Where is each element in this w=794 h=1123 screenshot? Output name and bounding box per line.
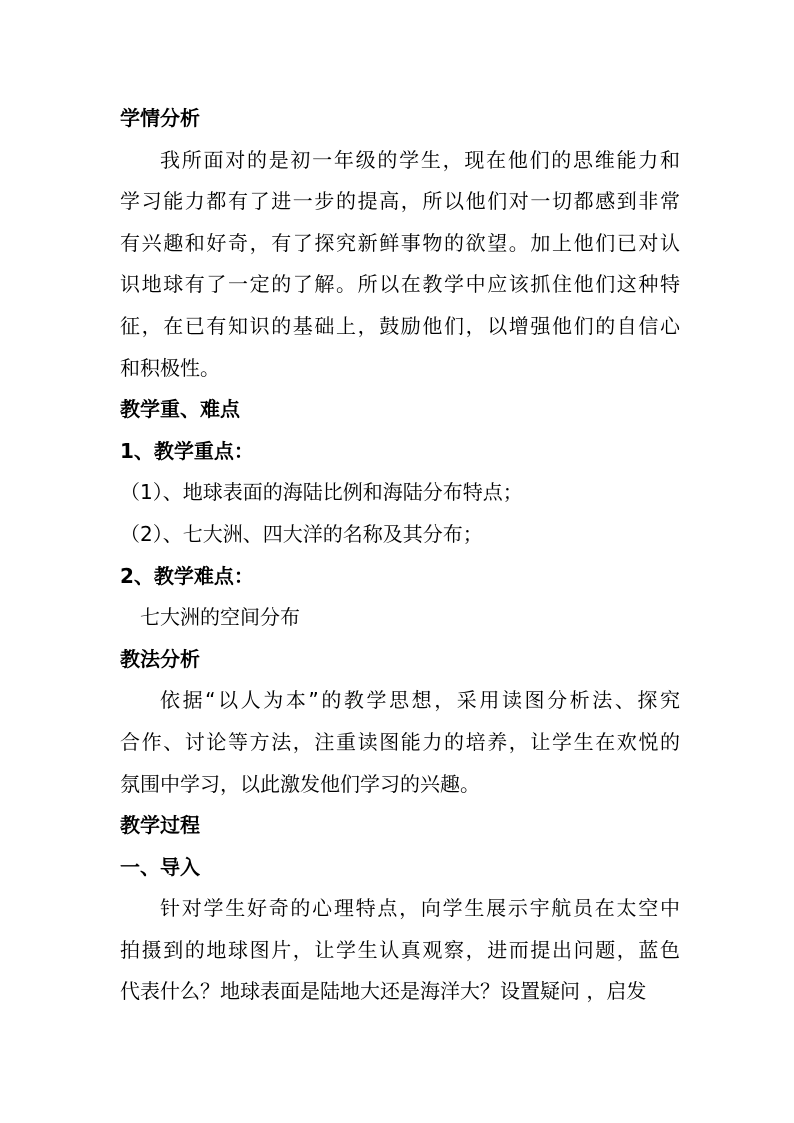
paragraph-line: 合作、讨论等方法，注重读图能力的培养，让学生在欢悦的	[120, 729, 680, 754]
list-item: （1）、地球表面的海陆比例和海陆分布特点；	[120, 480, 523, 505]
list-item: （2）、七大洲、四大洋的名称及其分布；	[120, 521, 483, 546]
paragraph-line: 识地球有了一定的了解。所以在教学中应该抓住他们这种特	[120, 272, 680, 297]
paragraph-line: 代表什么？地球表面是陆地大还是海洋大？设置疑问 ，启发	[120, 979, 647, 1004]
paragraph-line: 依据“以人为本”的教学思想，采用读图分析法、探究	[160, 688, 680, 713]
method-analysis-paragraph	[120, 680, 680, 805]
paragraph-line: 学习能力都有了进一步的提高，所以他们对一切都感到非常	[120, 189, 680, 214]
paragraph-line: 拍摄到的地球图片，让学生认真观察，进而提出问题，蓝色	[120, 937, 680, 962]
document-body	[120, 98, 680, 1013]
section-heading-method-analysis: 教法分析	[120, 646, 200, 671]
subheading-key-points: 1、教学重点：	[120, 438, 254, 463]
paragraph-line: 和积极性。	[120, 355, 220, 380]
paragraph-line: 有兴趣和好奇，有了探究新鲜事物的欲望。加上他们已对认	[120, 230, 680, 255]
section-heading-student-analysis: 学情分析	[120, 106, 200, 130]
paragraph-line: 征，在已有知识的基础上，鼓励他们，以增强他们的自信心	[120, 313, 680, 338]
paragraph-line: 针对学生好奇的心理特点，向学生展示宇航员在太空中	[160, 896, 680, 921]
subheading-difficult-points: 2、教学难点：	[120, 563, 254, 588]
list-item: 七大洲的空间分布	[140, 605, 300, 630]
paragraph-line: 氛围中学习，以此激发他们学习的兴趣。	[120, 771, 480, 796]
student-analysis-paragraph	[120, 140, 680, 390]
introduction-paragraph	[120, 888, 680, 1013]
section-heading-key-difficult-points: 教学重、难点	[120, 397, 240, 422]
subheading-introduction: 一、导入	[120, 854, 200, 879]
paragraph-line: 我所面对的是初一年级的学生，现在他们的思维能力和	[160, 147, 680, 172]
section-heading-teaching-process: 教学过程	[120, 813, 200, 838]
